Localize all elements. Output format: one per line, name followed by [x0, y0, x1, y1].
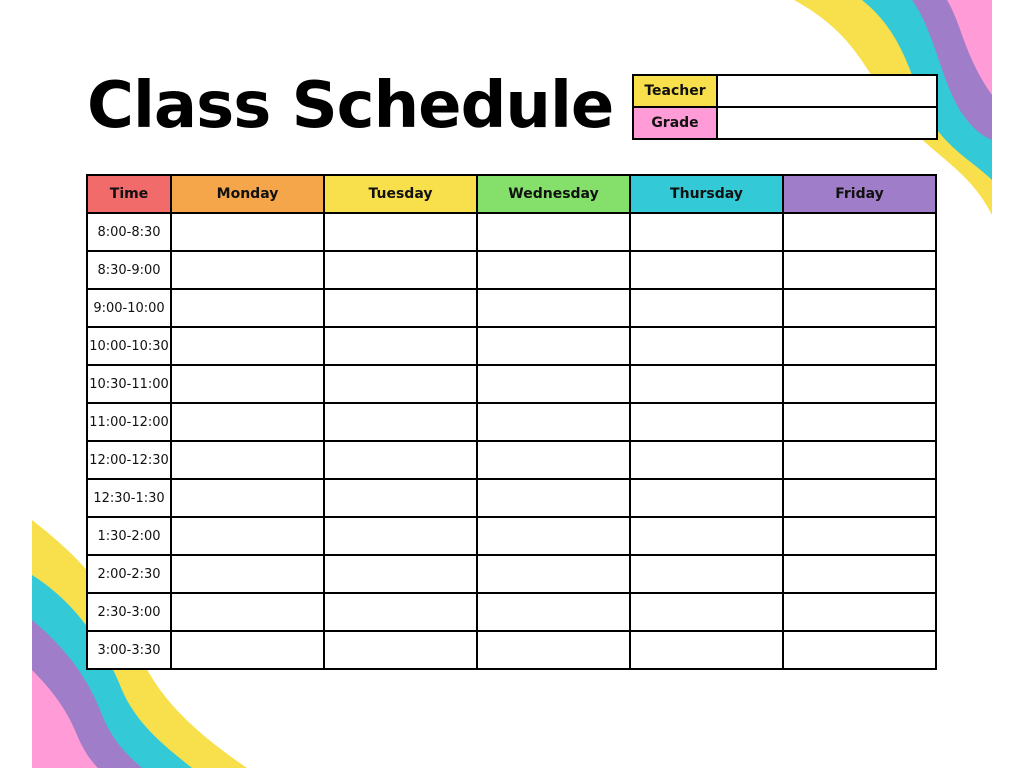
table-row [87, 631, 936, 669]
table-row [87, 593, 936, 631]
day-header-thursday: Thursday [630, 175, 783, 213]
schedule-cell-friday[interactable] [783, 631, 936, 669]
schedule-cell-monday[interactable] [171, 517, 324, 555]
schedule-cell-friday[interactable] [783, 403, 936, 441]
table-row [87, 213, 936, 251]
schedule-cell-thursday[interactable] [630, 251, 783, 289]
time-slot-label: 12:00-12:30 [87, 441, 171, 479]
schedule-cell-monday[interactable] [171, 593, 324, 631]
teacher-field[interactable] [717, 75, 937, 107]
schedule-table [86, 174, 937, 670]
schedule-cell-monday[interactable] [171, 555, 324, 593]
schedule-cell-thursday[interactable] [630, 517, 783, 555]
table-row [87, 555, 936, 593]
grade-label: Grade [633, 107, 717, 139]
schedule-cell-monday[interactable] [171, 251, 324, 289]
time-slot-label: 3:00-3:30 [87, 631, 171, 669]
time-slot-label: 2:30-3:00 [87, 593, 171, 631]
table-row [87, 251, 936, 289]
schedule-cell-thursday[interactable] [630, 555, 783, 593]
schedule-cell-thursday[interactable] [630, 213, 783, 251]
time-slot-label: 11:00-12:00 [87, 403, 171, 441]
time-slot-label: 8:30-9:00 [87, 251, 171, 289]
schedule-cell-friday[interactable] [783, 327, 936, 365]
time-slot-label: 12:30-1:30 [87, 479, 171, 517]
schedule-cell-monday[interactable] [171, 441, 324, 479]
schedule-cell-tuesday[interactable] [324, 327, 477, 365]
day-header-friday: Friday [783, 175, 936, 213]
teacher-row [633, 75, 937, 107]
time-slot-label: 9:00-10:00 [87, 289, 171, 327]
schedule-cell-tuesday[interactable] [324, 441, 477, 479]
teacher-label: Teacher [633, 75, 717, 107]
schedule-cell-friday[interactable] [783, 251, 936, 289]
schedule-cell-friday[interactable] [783, 365, 936, 403]
schedule-cell-wednesday[interactable] [477, 631, 630, 669]
schedule-cell-monday[interactable] [171, 327, 324, 365]
schedule-cell-thursday[interactable] [630, 289, 783, 327]
table-row [87, 479, 936, 517]
time-slot-label: 8:00-8:30 [87, 213, 171, 251]
schedule-cell-wednesday[interactable] [477, 213, 630, 251]
schedule-cell-wednesday[interactable] [477, 403, 630, 441]
teacher-grade-table [632, 74, 938, 140]
schedule-cell-wednesday[interactable] [477, 479, 630, 517]
schedule-cell-monday[interactable] [171, 631, 324, 669]
schedule-cell-wednesday[interactable] [477, 593, 630, 631]
day-header-tuesday: Tuesday [324, 175, 477, 213]
time-slot-label: 2:00-2:30 [87, 555, 171, 593]
time-header: Time [87, 175, 171, 213]
schedule-body [87, 213, 936, 669]
table-row [87, 327, 936, 365]
schedule-cell-thursday[interactable] [630, 479, 783, 517]
schedule-cell-wednesday[interactable] [477, 365, 630, 403]
schedule-cell-tuesday[interactable] [324, 631, 477, 669]
schedule-cell-wednesday[interactable] [477, 289, 630, 327]
schedule-cell-friday[interactable] [783, 555, 936, 593]
schedule-cell-monday[interactable] [171, 289, 324, 327]
schedule-cell-friday[interactable] [783, 479, 936, 517]
schedule-cell-friday[interactable] [783, 213, 936, 251]
page-title: Class Schedule [87, 69, 614, 143]
schedule-cell-monday[interactable] [171, 365, 324, 403]
grade-field[interactable] [717, 107, 937, 139]
header-row [87, 175, 936, 213]
schedule-cell-friday[interactable] [783, 593, 936, 631]
schedule-cell-tuesday[interactable] [324, 251, 477, 289]
schedule-cell-thursday[interactable] [630, 631, 783, 669]
schedule-cell-tuesday[interactable] [324, 403, 477, 441]
schedule-cell-thursday[interactable] [630, 593, 783, 631]
schedule-cell-friday[interactable] [783, 289, 936, 327]
table-row [87, 441, 936, 479]
time-slot-label: 10:30-11:00 [87, 365, 171, 403]
schedule-cell-wednesday[interactable] [477, 517, 630, 555]
schedule-cell-friday[interactable] [783, 441, 936, 479]
day-header-monday: Monday [171, 175, 324, 213]
schedule-cell-friday[interactable] [783, 517, 936, 555]
table-row [87, 517, 936, 555]
schedule-cell-tuesday[interactable] [324, 555, 477, 593]
schedule-cell-tuesday[interactable] [324, 289, 477, 327]
time-slot-label: 10:00-10:30 [87, 327, 171, 365]
time-slot-label: 1:30-2:00 [87, 517, 171, 555]
schedule-cell-tuesday[interactable] [324, 593, 477, 631]
schedule-cell-wednesday[interactable] [477, 327, 630, 365]
day-header-wednesday: Wednesday [477, 175, 630, 213]
grade-row [633, 107, 937, 139]
schedule-cell-thursday[interactable] [630, 327, 783, 365]
schedule-cell-wednesday[interactable] [477, 441, 630, 479]
schedule-cell-thursday[interactable] [630, 403, 783, 441]
table-row [87, 403, 936, 441]
schedule-cell-tuesday[interactable] [324, 479, 477, 517]
schedule-cell-wednesday[interactable] [477, 555, 630, 593]
schedule-cell-tuesday[interactable] [324, 517, 477, 555]
schedule-cell-monday[interactable] [171, 213, 324, 251]
schedule-cell-tuesday[interactable] [324, 213, 477, 251]
schedule-cell-monday[interactable] [171, 403, 324, 441]
schedule-cell-monday[interactable] [171, 479, 324, 517]
schedule-cell-tuesday[interactable] [324, 365, 477, 403]
schedule-cell-thursday[interactable] [630, 441, 783, 479]
schedule-page [32, 0, 992, 768]
table-row [87, 289, 936, 327]
table-row [87, 365, 936, 403]
schedule-cell-thursday[interactable] [630, 365, 783, 403]
schedule-cell-wednesday[interactable] [477, 251, 630, 289]
